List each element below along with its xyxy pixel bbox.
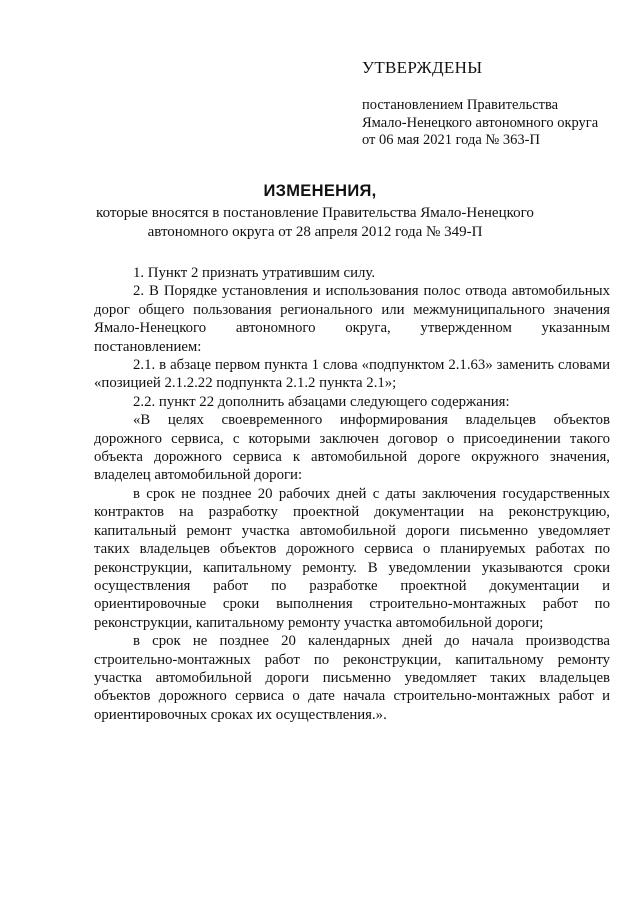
document-subtitle xyxy=(60,204,570,241)
paragraph-quote-intro: «В целях своевременного информирования владельцев объектов дорожного сервиса, с которыми заключен договор о присоединении такого объекта дорожного сервиса к автомобильной дороге окружного значения, владелец автомобильной дороги: xyxy=(94,412,610,484)
decree-reference xyxy=(362,97,598,150)
subtitle-line: которые вносятся в постановление Правительства Ямало-Ненецкого xyxy=(96,205,534,221)
approval-heading: УТВЕРЖДЕНЫ xyxy=(362,58,483,77)
document-body xyxy=(94,264,610,724)
paragraph-quote-second: в срок не позднее 20 календарных дней до начала производства строительно-монтажных работ по реконструкции, капитальному ремонту участка автомобильной дороги письменно уведомляет таких владельцев объектов дорожного сервиса о дате начала строительно-монтажных работ и ориентировочных сроках их осуществления.». xyxy=(94,633,610,723)
document-title: ИЗМЕНЕНИЯ, xyxy=(263,182,377,200)
decree-line: Ямало-Ненецкого автономного округа xyxy=(362,114,599,131)
decree-line: от 06 мая 2021 года № 363-П xyxy=(362,132,540,148)
paragraph-item-2-2: 2.2. пункт 22 дополнить абзацами следующего содержания: xyxy=(133,393,510,410)
subtitle-line: автономного округа от 28 апреля 2012 года № 349-П xyxy=(147,223,483,240)
paragraph-quote-first: в срок не позднее 20 рабочих дней с даты заключения государственных контрактов на разработку проектной документации на реконструкцию, капитальный ремонт участка автомобильной дороги письменно уведомляет таких владельцев объектов дорожного сервиса о планируемых работах по реконструкции, капитальному ремонту. В уведомлении указываются сроки осуществления работ по разработке проектной документации и ориентировочные сроки выполнения строительно-монтажных работ по реконструкции, капитальному ремонту участка автомобильной дороги; xyxy=(94,485,610,631)
decree-line: постановлением Правительства xyxy=(362,97,559,113)
paragraph-item-2-1: 2.1. в абзаце первом пункта 1 слова «подпунктом 2.1.63» заменить словами «позицией 2.1.2.22 подпункта 2.1.2 пункта 2.1»; xyxy=(94,357,610,392)
paragraph-item-1: 1. Пункт 2 признать утратившим силу. xyxy=(133,265,376,281)
paragraph-item-2: 2. В Порядке установления и использования полос отвода автомобильных дорог общего пользования регионального или межмуниципального значения Ямало-Ненецкого автономного округа, утвержденном указанным постановлением: xyxy=(94,283,610,355)
